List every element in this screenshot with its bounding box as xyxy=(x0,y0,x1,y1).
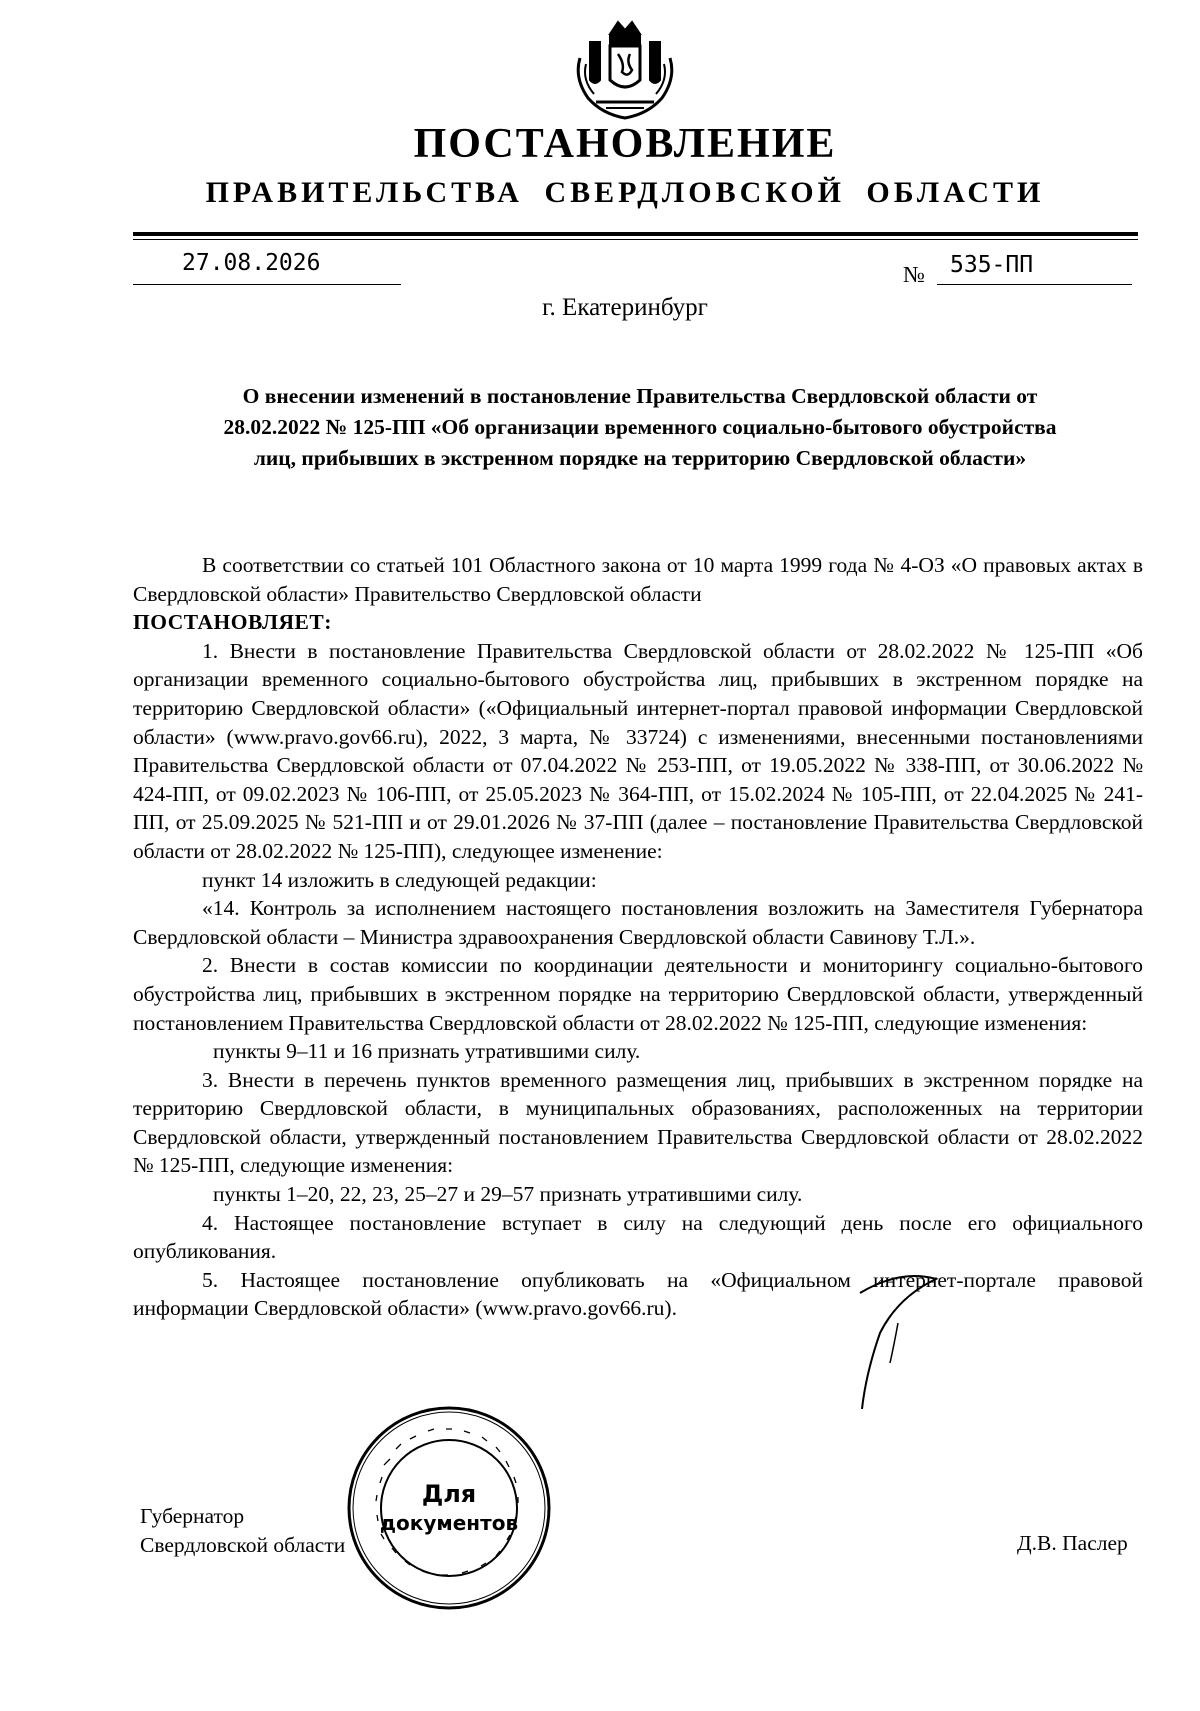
signatory-position xyxy=(140,1502,345,1560)
stamp-center-line2: документов xyxy=(379,1511,519,1535)
date-underline xyxy=(133,284,401,285)
preamble: В соответствии со статьей 101 Областного закона от 10 марта 1999 года № 4-ОЗ «О правовых актах в Свердловской области» Правительство Свердловской области xyxy=(133,553,1143,606)
clause-3: 3. Внести в перечень пунктов временного размещения лиц, прибывших в экстренном порядке на территорию Свердловской области, в муниципальных образованиях, расположенных на территории Свердловской области, утвержденный постановлением Правительства Свердловской области от 28.02.2022 № 125-ПП, следующие изменения: xyxy=(133,1067,1143,1178)
clause-2-subitem: пункты 9–11 и 16 признать утратившими силу. xyxy=(213,1039,641,1064)
signatory-position-line2: Свердловской области xyxy=(140,1533,346,1557)
number-underline xyxy=(937,284,1132,285)
clause-1-subitem: пункт 14 изложить в следующей редакции: xyxy=(202,867,597,892)
document-city: г. Екатеринбург xyxy=(542,294,708,321)
official-stamp xyxy=(344,1403,554,1613)
decree-word: ПОСТАНОВЛЯЕТ: xyxy=(133,610,332,635)
issuing-authority: ПРАВИТЕЛЬСТВА СВЕРДЛОВСКОЙ ОБЛАСТИ xyxy=(205,176,1045,209)
clause-1-new-text: «14. Контроль за исполнением настоящего постановления возложить на Заместителя Губернатора Свердловской области – Министра здравоохранения Свердловской области Савинову Т.Л.». xyxy=(133,896,1143,949)
sverdlovsk-coat-of-arms-icon xyxy=(566,18,684,126)
header-divider-thin xyxy=(133,239,1138,240)
signatory-name: Д.В. Паслер xyxy=(1017,1531,1128,1555)
signatory-position-line1: Губернатор xyxy=(140,1504,245,1528)
clause-4: 4. Настоящее постановление вступает в силу на следующий день после его официального опубликования. xyxy=(133,1210,1143,1264)
handwritten-signature xyxy=(840,1263,980,1413)
header-divider xyxy=(133,232,1138,236)
document-type: ПОСТАНОВЛЕНИЕ xyxy=(413,121,837,167)
clause-1: 1. Внести в постановление Правительства Свердловской области от 28.02.2022 № 125-ПП «Об организации временного социально-бытового обустройства лиц, прибывших в экстренном порядке на территорию Свердловской области» («Официальный интернет-портал правовой информации Свердловской области» (www.pravo.gov66.ru), 2022, 3 марта, № 33724) с изменениями, внесенными постановлениями Правительства Свердловской области от 07.04.2022 № 253-ПП, от 19.05.2022 № 338-ПП, от 30.06.2022 № 424-ПП, от 09.02.2023 № 106-ПП, от 25.05.2023 № 364-ПП, от 15.02.2024 № 105-ПП, от 22.04.2025 № 241-ПП, от 25.09.2025 № 521-ПП и от 29.01.2026 № 37-ПП (далее – постановление Правительства Свердловской области от 28.02.2022 № 125-ПП), следующее изменение: xyxy=(133,638,1143,863)
clause-2: 2. Внести в состав комиссии по координации деятельности и мониторингу социально-бытового обустройства лиц, прибывших в экстренном порядке на территорию Свердловской области, утвержденный постановлением Правительства Свердловской области от 28.02.2022 № 125-ПП, следующие изменения: xyxy=(133,953,1143,1035)
stamp-center-line1: Для xyxy=(421,1480,477,1508)
document-body xyxy=(133,551,1143,1323)
document-number: 535-ПП xyxy=(950,252,1034,278)
document-date: 27.08.2026 xyxy=(182,250,321,276)
clause-3-subitem: пункты 1–20, 22, 23, 25–27 и 29–57 признать утратившими силу. xyxy=(213,1182,803,1207)
clause-5: 5. Настоящее постановление опубликовать на «Официальном интернет-портале правовой информации Свердловской области» (www.pravo.gov66.ru). xyxy=(133,1267,1143,1321)
number-sign: № xyxy=(903,262,925,287)
document-heading: О внесении изменений в постановление Правительства Свердловской области от 28.02.2022 № 125-ПП «Об организации временного социально-бытового обустройства лиц, прибывших в экстренном порядке на территорию Свердловской области» xyxy=(223,384,1057,470)
